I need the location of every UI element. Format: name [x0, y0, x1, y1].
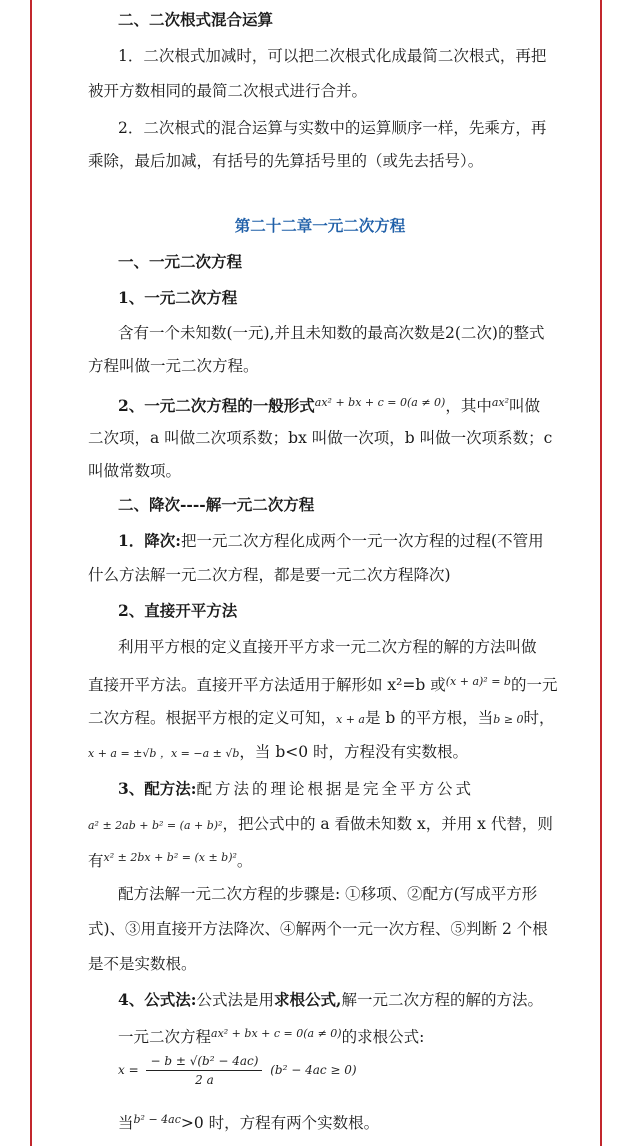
formula-ax2: ax²	[491, 396, 510, 409]
formula-denominator: 2 a	[195, 1073, 214, 1087]
text-run: 把一元二次方程化成两个一元一次方程的过程(不管用	[181, 532, 544, 550]
subsection-heading: 2、直接开平方法	[118, 601, 238, 620]
paragraph-line	[118, 990, 592, 1010]
text-run: 是 b 的平方根，当	[365, 709, 494, 727]
term-label: 1．降次:	[118, 531, 182, 550]
paragraph-line-general-form	[118, 393, 592, 416]
text-run: 有	[88, 852, 104, 870]
paragraph-line	[88, 742, 562, 764]
term-label: 2、一元二次方程的一般形式	[118, 396, 315, 415]
paragraph-line	[118, 779, 592, 799]
text-run: 当	[118, 1114, 134, 1132]
text-run: ，把公式中的 a 看做未知数 x，并用 x 代替，则	[222, 815, 553, 833]
formula: x² ± 2bx + b² = (x ± b)²	[103, 851, 237, 864]
paragraph-line	[118, 531, 592, 551]
formula-numerator: − b ± √(b² − 4ac)	[146, 1054, 262, 1071]
formula-condition: (b² − 4ac ≥ 0)	[270, 1063, 357, 1077]
formula-general-form: ax² + bx + c = 0(a ≠ 0)	[314, 396, 446, 409]
formula: ax² + bx + c = 0(a ≠ 0)	[211, 1027, 342, 1040]
formula: a² ± 2ab + b² = (a + b)²	[88, 819, 223, 832]
paragraph-line: 乘除，最后加减，有括号的先算括号里的（或先去括号）。	[88, 152, 484, 170]
subsection-heading: 1、一元二次方程	[118, 288, 238, 307]
paragraph-line	[88, 814, 562, 836]
paragraph-line	[88, 672, 562, 695]
formula: x + a = ±√b ，x = −a ± √b	[88, 747, 240, 760]
paragraph-line: 1．二次根式加减时，可以把二次根式化成最简二次根式，再把	[118, 47, 547, 65]
text-run: ，当 b<0 时，方程没有实数根。	[239, 743, 469, 761]
paragraph-line: 式)、③用直接开方法降次、④解两个一元一次方程、⑤判断 2 个根	[88, 920, 548, 938]
formula: (x + a)² = b	[445, 675, 511, 688]
section-heading-mixed-radicals: 二、二次根式混合运算	[118, 10, 274, 29]
text-run: ，其中	[445, 397, 492, 415]
paragraph-line: 叫做常数项。	[88, 462, 182, 480]
paragraph-line	[88, 848, 562, 871]
paragraph-line: 配方法解一元二次方程的步骤是: ①移项、②配方(写成平方形	[118, 885, 538, 903]
paragraph-line: 是不是实数根。	[88, 955, 197, 973]
quadratic-formula	[118, 1054, 357, 1087]
paragraph-line: 被开方数相同的最简二次根式进行合并。	[88, 82, 368, 100]
paragraph-line: 方程叫做一元二次方程。	[88, 357, 259, 375]
formula-lhs: x =	[118, 1063, 139, 1077]
text-run: 的一元	[510, 676, 558, 694]
text-run: 二次方程。根据平方根的定义可知，	[88, 709, 337, 727]
text-run: 直接开平方法。直接开平方法适用于解形如 x²=b 或	[88, 676, 446, 694]
text-run: 的求根公式:	[341, 1028, 425, 1046]
section-heading: 一、一元二次方程	[118, 252, 243, 271]
paragraph-line	[118, 1110, 592, 1133]
paragraph-line: 二次项，a 叫做二次项系数；bx 叫做一次项，b 叫做一次项系数；c	[88, 429, 553, 447]
formula: b² − 4ac	[133, 1113, 181, 1126]
text-run: 。	[236, 852, 253, 870]
text-run: 时，	[523, 709, 555, 727]
text-run: 公式法是用	[196, 991, 275, 1009]
text-run: >0 时，方程有两个实数根。	[180, 1114, 380, 1132]
formula-fraction	[146, 1054, 262, 1087]
section-heading: 二、降次----解一元二次方程	[118, 495, 315, 514]
paragraph-line: 含有一个未知数(一元),并且未知数的最高次数是2(二次)的整式	[118, 324, 545, 342]
formula: b ≥ 0	[493, 713, 524, 726]
text-run: 配方法的理论根据是完全平方公式	[196, 780, 475, 798]
term-label: 求根公式,	[274, 990, 342, 1009]
text-run: 解一元二次方程的解的方法。	[341, 991, 543, 1009]
term-label: 4、公式法:	[118, 990, 197, 1009]
paragraph-line: 2．二次根式的混合运算与实数中的运算顺序一样，先乘方，再	[118, 119, 547, 137]
term-label: 3、配方法:	[118, 779, 197, 798]
paragraph-line	[88, 708, 562, 730]
formula: x + a	[336, 713, 365, 726]
paragraph-line: 什么方法解一元二次方程，都是要一元二次方程降次)	[88, 566, 451, 584]
text-run: 一元二次方程	[118, 1028, 212, 1046]
text-run: 叫做	[509, 397, 541, 415]
paragraph-line	[118, 1024, 592, 1047]
paragraph-line: 利用平方根的定义直接开平方求一元二次方程的解的方法叫做	[118, 638, 537, 656]
chapter-title: 第二十二章一元二次方程	[234, 216, 406, 235]
